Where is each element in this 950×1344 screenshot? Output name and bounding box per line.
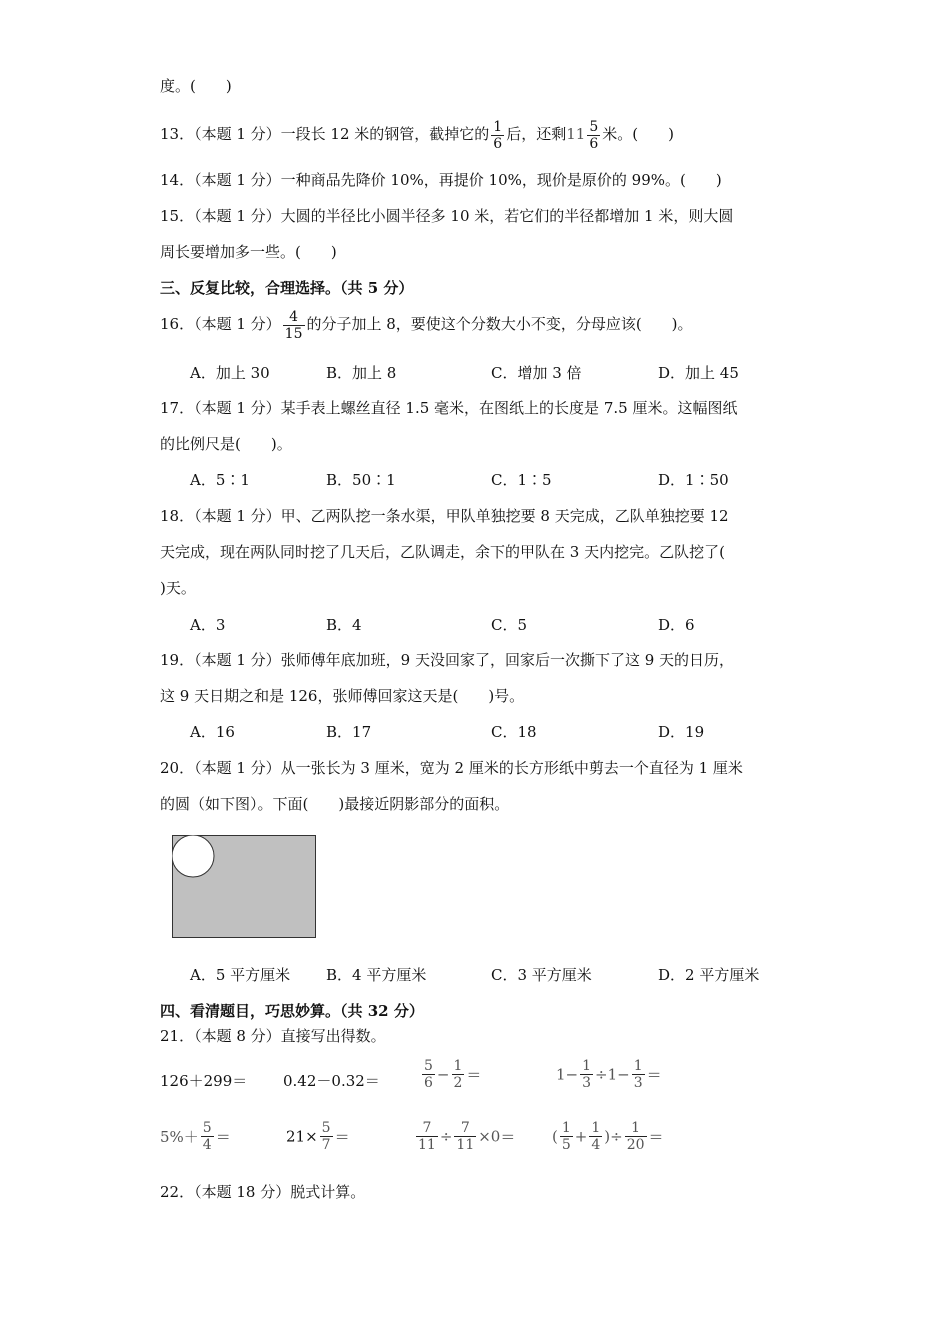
q13-whole: 11 [566,125,586,143]
calc-expr-6: 21× $\frac{5}{7}$ ＝ [286,1120,350,1153]
q16-option-a[interactable]: A．加上 30 [190,364,270,382]
question-17-line1: 17．（本题 1 分）某手表上螺丝直径 1.5 毫米，在图纸上的长度是 7.5 厘米。这幅图纸 [160,399,738,417]
question-20-line2: 的圆（如下图）。下面( )最接近阴影部分的面积。 [160,795,510,813]
q18-option-b[interactable]: B．4 [326,616,362,634]
fraction-q13-1: $\frac{1}{6}$ [493,118,503,152]
q16-text-a: 16．（本题 1 分） [160,315,281,333]
q16-option-d[interactable]: D．加上 45 [658,364,739,382]
q17-option-c[interactable]: C．1∶5 [491,471,552,489]
question-17-line2: 的比例尺是( )。 [160,435,292,453]
calc-expr-5: 5%＋ $\frac{5}{4}$ ＝ [160,1120,231,1153]
q19-option-d[interactable]: D．19 [658,723,705,741]
question-19-line2: 这 9 天日期之和是 126，张师傅回家这天是( )号。 [160,687,525,705]
calc-expr-2: 0.42－0.32＝ [283,1072,380,1090]
q13-text-c: 米。( ) [602,125,674,143]
q19-option-a[interactable]: A．16 [190,723,235,741]
question-16 [160,302,693,346]
q18-option-c[interactable]: C．5 [491,616,528,634]
question-15-line1: 15．（本题 1 分）大圆的半径比小圆半径多 10 米，若它们的半径都增加 1 米，则大圆 [160,207,734,225]
section-4-heading: 四、看清题目，巧思妙算。（共 32 分） [160,1002,424,1020]
question-18-line1: 18．（本题 1 分）甲、乙两队挖一条水渠，甲队单独挖要 8 天完成，乙队单独挖要 12 [160,507,729,525]
fraction: $\frac{5}{4}$ [202,1120,212,1153]
section-3-heading: 三、反复比较，合理选择。（共 5 分） [160,279,414,297]
fraction-q16: $\frac{4}{15}$ [284,308,303,342]
fraction: $\frac{1}{3}$ [582,1058,592,1091]
question-14: 14．（本题 1 分）一种商品先降价 10%，再提价 10%，现价是原价的 99%。( ) [160,171,722,189]
q20-option-d[interactable]: D．2 平方厘米 [658,966,760,984]
fraction: $\frac{1}{3}$ [633,1058,643,1091]
question-13 [160,112,674,156]
question-20-line1: 20．（本题 1 分）从一张长为 3 厘米，宽为 2 厘米的长方形纸中剪去一个直径为 1 厘米 [160,759,743,777]
calc-expr-1: 126＋299＝ [160,1072,248,1090]
question-18-line2: 天完成，现在两队同时挖了几天后，乙队调走，余下的甲队在 3 天内挖完。乙队挖了( [160,543,725,561]
q19-option-b[interactable]: B．17 [326,723,372,741]
q12-tail: 度。( ) [160,77,232,95]
fraction-q13-2: $\frac{5}{6}$ [589,118,599,152]
calc-expr-8: ( $\frac{1}{5}$ + $\frac{1}{4}$ )÷ $\frac{1}{20}$ ＝ [552,1120,664,1153]
fraction: $\frac{7}{11}$ [418,1120,436,1153]
q18-option-a[interactable]: A．3 [190,616,226,634]
fraction: $\frac{1}{2}$ [453,1058,463,1091]
question-19-line1: 19．（本题 1 分）张师傅年底加班，9 天没回家了，回家后一次撕下了这 9 天的日历， [160,651,735,669]
question-18-line3: )天。 [160,579,196,597]
fraction: $\frac{7}{11}$ [456,1120,475,1153]
fraction: $\frac{1}{5}$ [561,1120,571,1153]
q20-option-b[interactable]: B．4 平方厘米 [326,966,427,984]
q16-option-b[interactable]: B．加上 8 [326,364,397,382]
fraction: $\frac{5}{6}$ [424,1058,433,1091]
q20-option-a[interactable]: A．5 平方厘米 [190,966,291,984]
fraction: $\frac{1}{20}$ [626,1120,645,1153]
fraction: $\frac{5}{7}$ [321,1120,331,1153]
q17-option-a[interactable]: A．5∶1 [190,471,250,489]
q16-text-b: 的分子加上 8，要使这个分数大小不变，分母应该( )。 [306,315,693,333]
question-21: 21．（本题 8 分）直接写出得数。 [160,1027,386,1045]
question-15-line2: 周长要增加多一些。( ) [160,243,337,261]
q13-text-b: 后，还剩 [506,125,567,143]
q17-option-d[interactable]: D．1∶50 [658,471,729,489]
q18-option-d[interactable]: D．6 [658,616,695,634]
cut-out-circle [172,835,214,877]
question-22: 22．（本题 18 分）脱式计算。 [160,1183,366,1201]
rectangle-with-circle-figure [172,835,316,938]
fraction: $\frac{1}{4}$ [591,1120,601,1153]
q17-option-b[interactable]: B．50∶1 [326,471,396,489]
calc-expr-7: $\frac{7}{11}$ ÷ $\frac{7}{11}$ ×0＝ [418,1120,516,1153]
q20-option-c[interactable]: C．3 平方厘米 [491,966,592,984]
q16-option-c[interactable]: C．增加 3 倍 [491,364,582,382]
calc-expr-4: 1− $\frac{1}{3}$ ÷1− $\frac{1}{3}$ ＝ [556,1058,662,1091]
q19-option-c[interactable]: C．18 [491,723,537,741]
calc-expr-3: $\frac{5}{6}$ − $\frac{1}{2}$ ＝ [424,1058,482,1091]
q13-text-a: 13．（本题 1 分）一段长 12 米的钢管，截掉它的 [160,125,490,143]
